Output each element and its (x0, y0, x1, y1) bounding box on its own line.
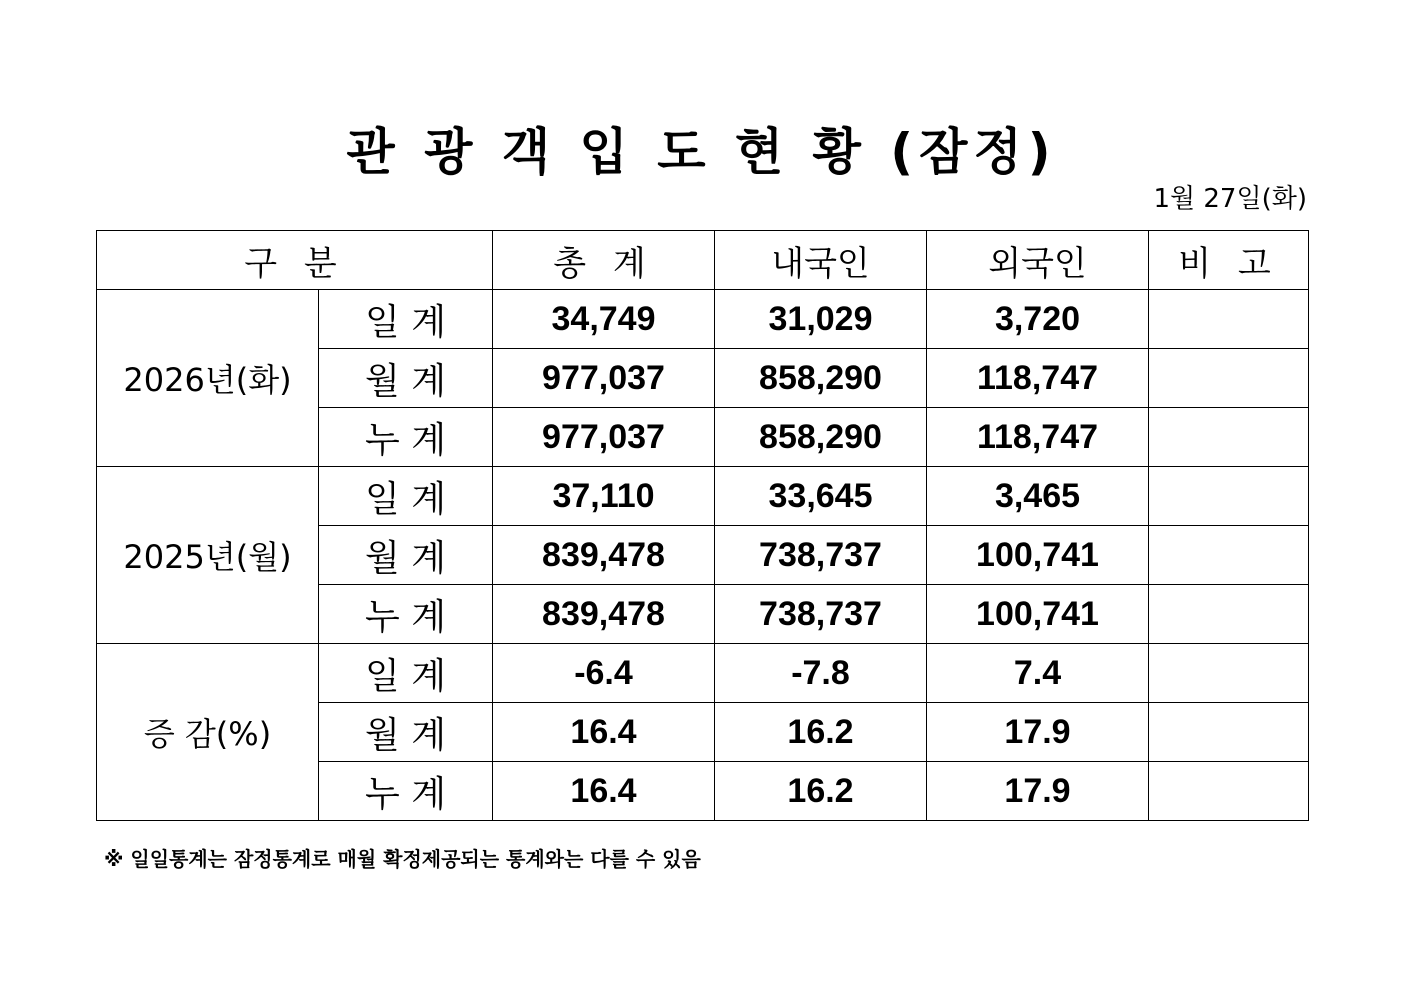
row-label: 월 계 (319, 703, 493, 762)
cell-foreign: 3,465 (927, 467, 1149, 526)
cell-domestic: 738,737 (715, 526, 927, 585)
cell-remarks (1149, 408, 1309, 467)
table-row (97, 290, 1309, 349)
cell-total: 37,110 (493, 467, 715, 526)
cell-domestic: 16.2 (715, 703, 927, 762)
header-foreign: 외국인 (927, 231, 1149, 290)
group-label-2026: 2026년(화) (97, 290, 319, 467)
row-label: 월 계 (319, 349, 493, 408)
row-label: 누 계 (319, 585, 493, 644)
cell-remarks (1149, 762, 1309, 821)
cell-remarks (1149, 703, 1309, 762)
cell-total: 977,037 (493, 408, 715, 467)
row-label: 일 계 (319, 290, 493, 349)
cell-total: 977,037 (493, 349, 715, 408)
cell-foreign: 7.4 (927, 644, 1149, 703)
cell-total: 839,478 (493, 585, 715, 644)
table-row (97, 644, 1309, 703)
header-domestic: 내국인 (715, 231, 927, 290)
cell-remarks (1149, 585, 1309, 644)
footnote: ※ 일일통계는 잠정통계로 매월 확정제공되는 통계와는 다를 수 있음 (104, 847, 701, 871)
cell-total: -6.4 (493, 644, 715, 703)
cell-remarks (1149, 467, 1309, 526)
header-remarks: 비 고 (1149, 231, 1309, 290)
report-date: 1월 27일(화) (1153, 184, 1307, 214)
cell-foreign: 100,741 (927, 585, 1149, 644)
cell-domestic: 858,290 (715, 349, 927, 408)
cell-domestic: -7.8 (715, 644, 927, 703)
cell-foreign: 118,747 (927, 349, 1149, 408)
group-label-2025: 2025년(월) (97, 467, 319, 644)
cell-foreign: 17.9 (927, 703, 1149, 762)
cell-domestic: 33,645 (715, 467, 927, 526)
row-label: 월 계 (319, 526, 493, 585)
cell-domestic: 858,290 (715, 408, 927, 467)
table-row (97, 467, 1309, 526)
cell-domestic: 16.2 (715, 762, 927, 821)
cell-remarks (1149, 526, 1309, 585)
header-total: 총 계 (493, 231, 715, 290)
cell-total: 16.4 (493, 762, 715, 821)
group-label-change: 증 감(%) (97, 644, 319, 821)
row-label: 일 계 (319, 644, 493, 703)
row-label: 일 계 (319, 467, 493, 526)
row-label: 누 계 (319, 762, 493, 821)
cell-total: 16.4 (493, 703, 715, 762)
cell-remarks (1149, 290, 1309, 349)
tourist-arrivals-table (96, 230, 1309, 821)
cell-foreign: 17.9 (927, 762, 1149, 821)
cell-foreign: 100,741 (927, 526, 1149, 585)
cell-domestic: 31,029 (715, 290, 927, 349)
page-title: 관 광 객 입 도 현 황 (잠정) (346, 123, 1057, 181)
cell-foreign: 118,747 (927, 408, 1149, 467)
cell-total: 34,749 (493, 290, 715, 349)
cell-total: 839,478 (493, 526, 715, 585)
cell-foreign: 3,720 (927, 290, 1149, 349)
cell-remarks (1149, 349, 1309, 408)
cell-remarks (1149, 644, 1309, 703)
table-header-row (97, 231, 1309, 290)
cell-domestic: 738,737 (715, 585, 927, 644)
header-category: 구 분 (97, 231, 493, 290)
row-label: 누 계 (319, 408, 493, 467)
